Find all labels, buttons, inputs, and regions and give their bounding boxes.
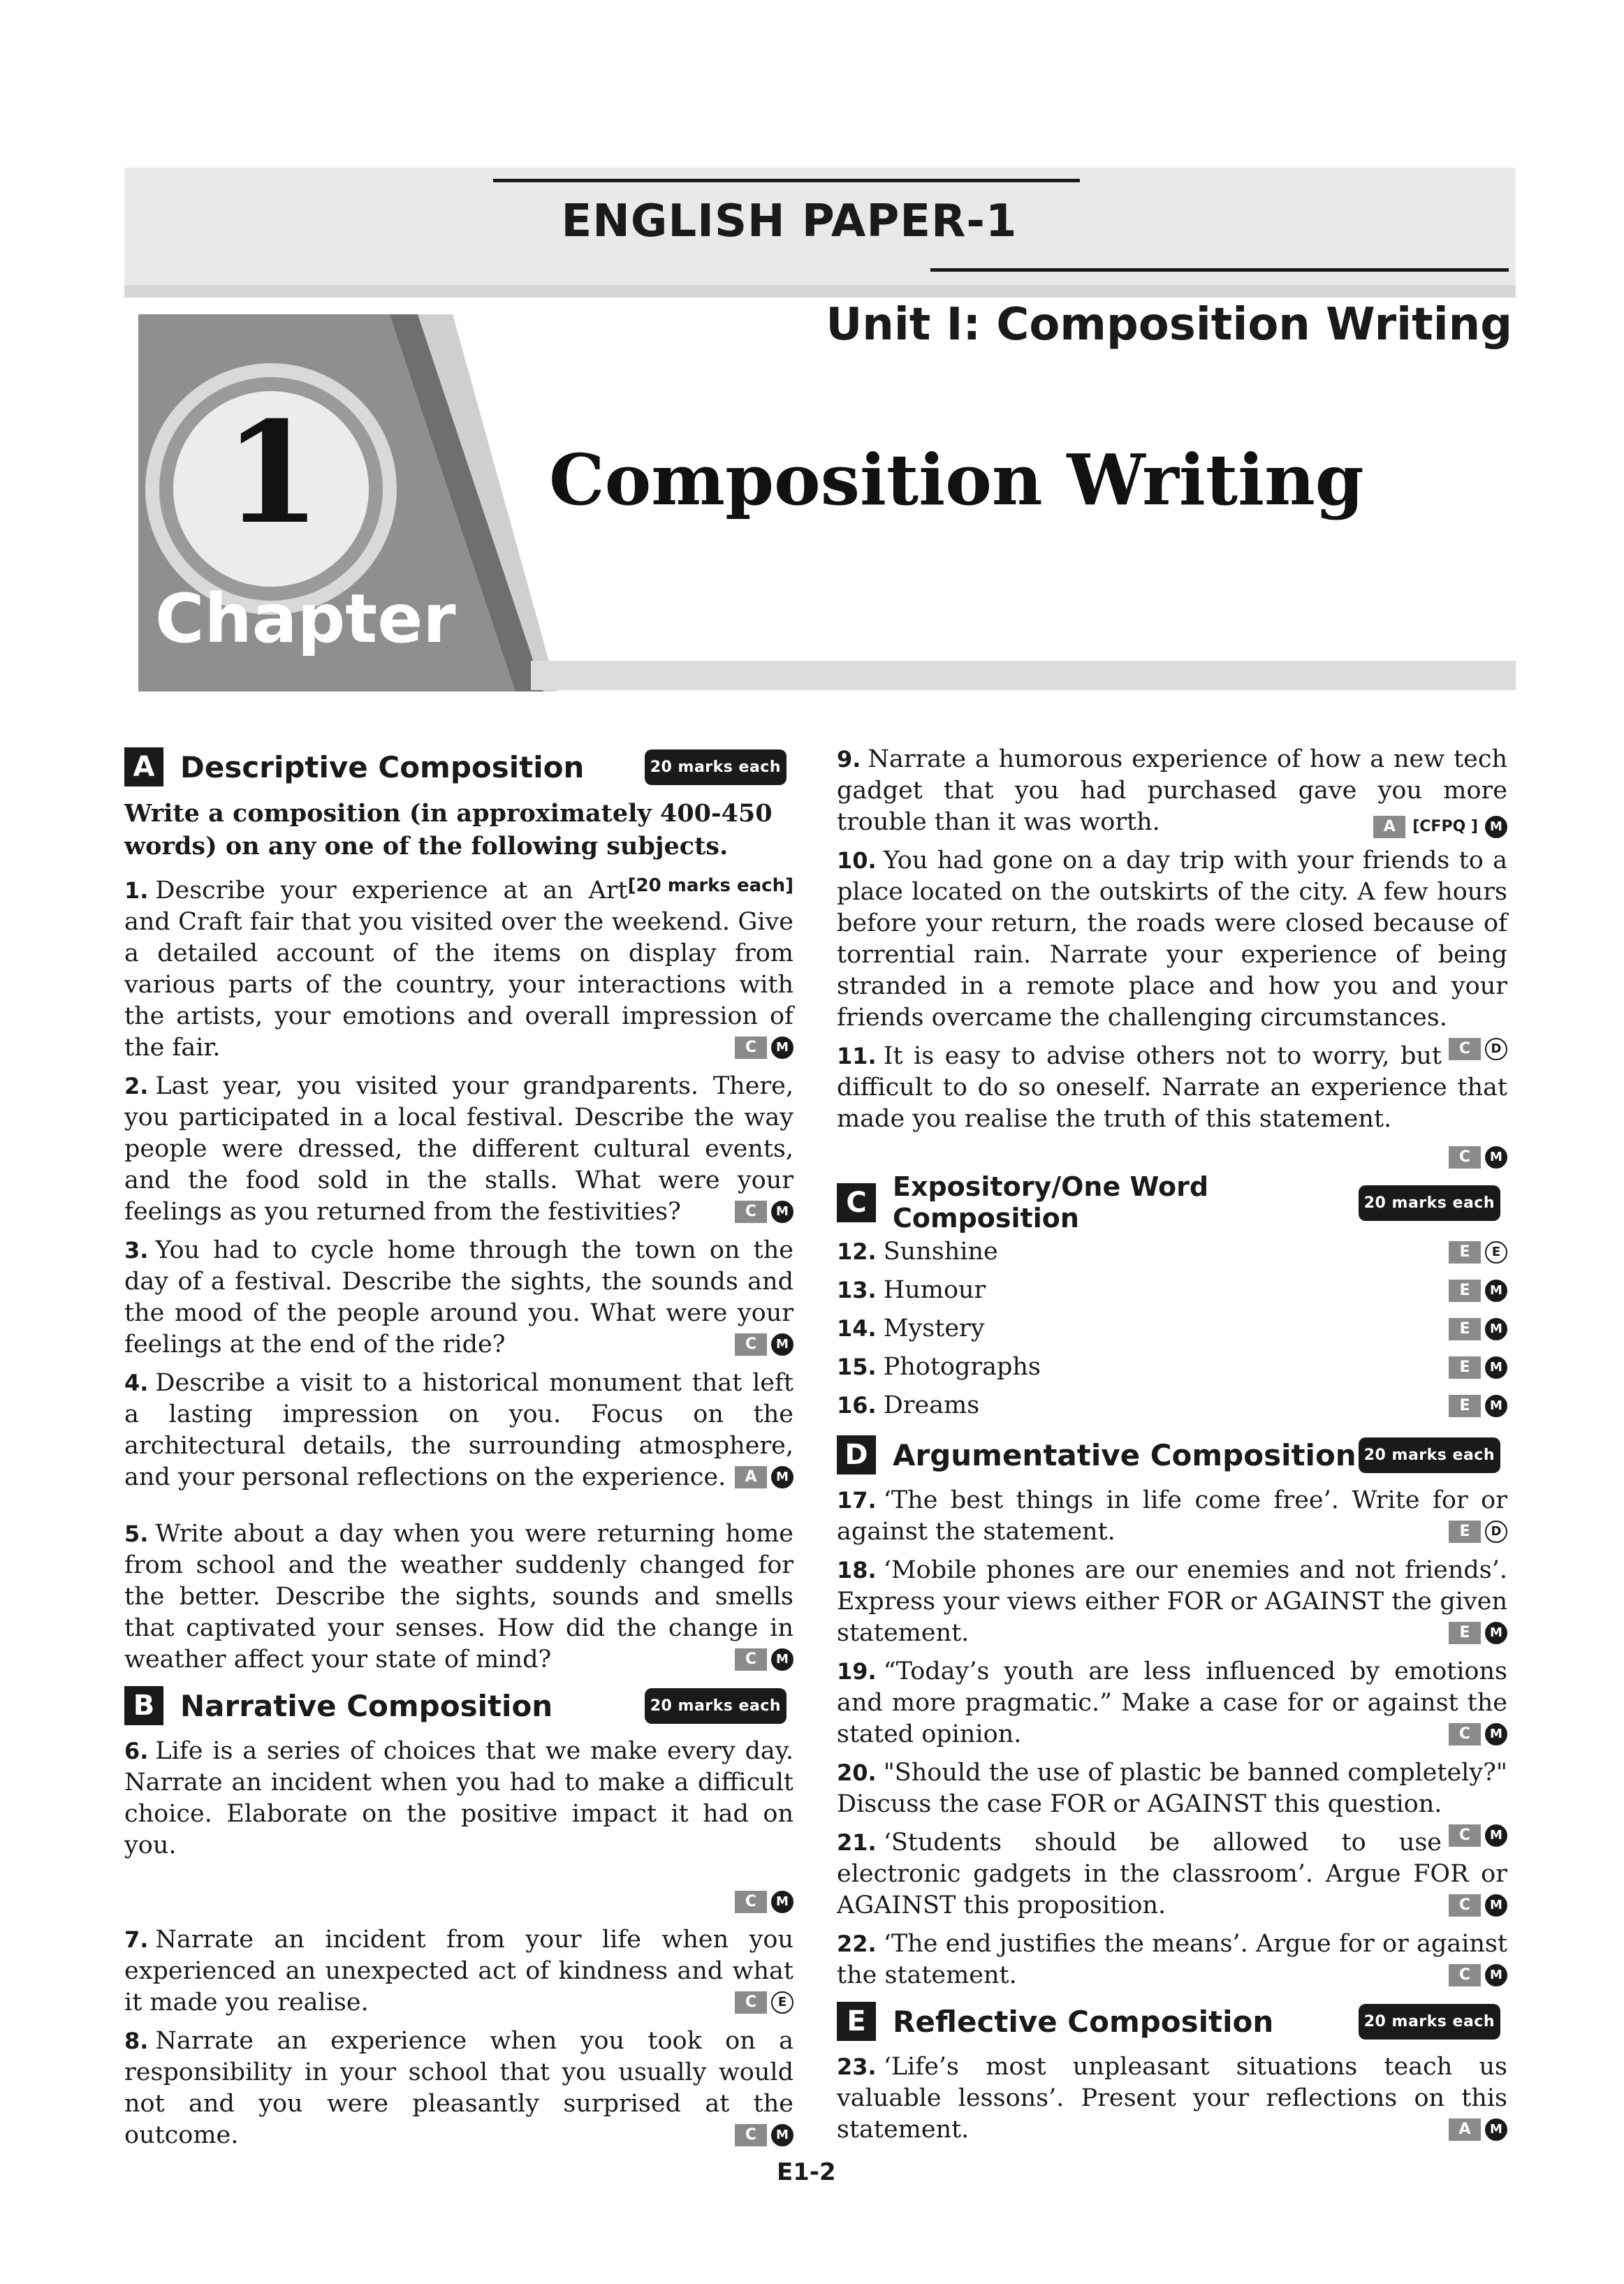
question-number: 7.: [124, 1926, 149, 1953]
question-tags: [1449, 1521, 1507, 1543]
header-band-shadow: [124, 285, 1516, 298]
question-item: [837, 1485, 1507, 1548]
section-instruction: [124, 797, 793, 896]
section-title: Descriptive Composition: [180, 749, 585, 784]
difficulty-tag: A: [1449, 2118, 1481, 2141]
difficulty-tag: E: [1449, 1280, 1481, 1302]
unit-title: Unit I: Composition Writing: [826, 299, 1512, 351]
question-tags: [735, 1466, 793, 1488]
question-item: [837, 1555, 1507, 1649]
question-number: 18.: [837, 1557, 877, 1583]
question-item: [124, 1518, 793, 1676]
section-letter: A: [124, 747, 163, 786]
difficulty-tag: C: [1449, 1146, 1481, 1169]
header-rule-bottom: [930, 268, 1509, 272]
difficulty-tag: C: [735, 1201, 767, 1223]
question-number: 3.: [124, 1237, 149, 1264]
type-tag: M: [1485, 1824, 1507, 1847]
question-number: 21.: [837, 1829, 877, 1856]
marks-badge: 20 marks each: [645, 1688, 787, 1724]
question-tags: [735, 1201, 793, 1223]
cfpq-tag: [CFPQ ]: [1412, 818, 1478, 835]
question-item: [837, 1386, 1507, 1425]
question-text: "Should the use of plastic be banned completely?" Discuss the case FOR or AGAINST this question.: [837, 1759, 1507, 1818]
question-item: [124, 875, 793, 1064]
question-item: [837, 1656, 1507, 1750]
difficulty-tag: C: [1449, 1894, 1481, 1917]
question-tags: [1449, 1395, 1507, 1417]
type-tag: E: [771, 1991, 793, 2014]
type-tag: M: [1485, 1395, 1507, 1417]
type-tag: M: [1485, 1280, 1507, 1302]
question-text: Narrate a humorous experience of how a new tech gadget that you had purchased gave you more trouble than it was worth.: [837, 745, 1507, 836]
difficulty-tag: E: [1449, 1521, 1481, 1543]
question-tags: [1373, 811, 1507, 842]
difficulty-tag: A: [1373, 816, 1405, 838]
right-column: [837, 744, 1507, 2153]
difficulty-tag: C: [735, 1037, 767, 1059]
difficulty-tag: E: [1449, 1318, 1481, 1340]
question-number: 10.: [837, 847, 877, 874]
question-tags: [735, 1891, 793, 1913]
type-tag: M: [771, 1891, 793, 1913]
difficulty-tag: C: [1449, 1038, 1481, 1060]
question-text: Mystery: [883, 1315, 985, 1342]
question-item: [124, 1235, 793, 1361]
difficulty-tag: E: [1449, 1622, 1481, 1644]
question-item: [837, 1928, 1507, 1991]
difficulty-tag: A: [735, 1466, 767, 1488]
question-number: 14.: [837, 1315, 877, 1342]
question-item: [124, 2026, 793, 2151]
type-tag: M: [1485, 1723, 1507, 1745]
question-number: 4.: [124, 1370, 149, 1396]
question-number: 11.: [837, 1043, 877, 1069]
question-tags: [1449, 1241, 1507, 1264]
question-tags: [735, 1648, 793, 1671]
section-letter: E: [837, 2002, 876, 2041]
question-text: Describe your experience at an Art and Craft fair that you visited over the weekend. Give a detailed account of the items on display from various parts of the country, your interactions with the artists, your emotions and overall impression of the fair.: [124, 877, 793, 1062]
question-item: [124, 1071, 793, 1228]
question-tags: [1449, 1824, 1507, 1847]
question-item: [837, 1041, 1507, 1135]
difficulty-tag: E: [1449, 1395, 1481, 1417]
question-item: [837, 2051, 1507, 2146]
question-number: 1.: [124, 877, 149, 904]
question-tags: [1449, 1964, 1507, 1986]
question-item: [837, 1271, 1507, 1310]
section-title: Narrative Composition: [180, 1688, 553, 1723]
question-text: It is easy to advise others not to worry, but difficult to do so oneself. Narrate an experience that made you realise the truth of this statement.: [837, 1042, 1507, 1133]
section-e-heading: [837, 1998, 1507, 2044]
question-number: 2.: [124, 1073, 149, 1099]
type-tag: M: [1485, 1318, 1507, 1340]
chapter-number: 1: [224, 391, 321, 555]
type-tag: M: [1485, 1622, 1507, 1644]
marks-badge: 20 marks each: [1359, 1437, 1500, 1473]
question-text: Write about a day when you were returning home from school and the weather suddenly changed for the better. Describe the sights, sounds and smells that captivated your senses. How did the change in weather affect your state of mind?: [124, 1520, 793, 1674]
type-tag: M: [771, 1037, 793, 1059]
question-number: 5.: [124, 1521, 149, 1547]
header-bottom-strip: [531, 661, 1516, 690]
instruction-text: Write a composition (in approximately 400-450 words) on any one of the following subjects.: [124, 799, 773, 861]
page-number: E1-2: [777, 2158, 836, 2186]
type-tag: D: [1485, 1521, 1507, 1543]
question-text: ‘Mobile phones are our enemies and not friends’. Express your views either FOR or AGAINST the given statement.: [837, 1556, 1507, 1647]
question-number: 16.: [837, 1392, 877, 1419]
type-tag: M: [1485, 1964, 1507, 1986]
question-number: 23.: [837, 2054, 877, 2080]
question-number: 20.: [837, 1759, 877, 1786]
question-tags: [1449, 1038, 1507, 1060]
question-tags: [1449, 1318, 1507, 1340]
question-number: 22.: [837, 1931, 877, 1957]
type-tag: M: [771, 1466, 793, 1488]
question-text: Life is a series of choices that we make every day. Narrate an incident when you had to make a difficult choice. Elaborate on the positive impact it had on you.: [124, 1737, 793, 1859]
type-tag: M: [1485, 1146, 1507, 1169]
question-item: [124, 1368, 793, 1493]
question-tags: [735, 2124, 793, 2146]
question-number: 9.: [837, 746, 861, 773]
difficulty-tag: C: [735, 1648, 767, 1671]
question-tags: [1449, 1894, 1507, 1917]
question-tags: [1449, 1622, 1507, 1644]
marks-badge: 20 marks each: [645, 749, 787, 785]
question-tags-row: [124, 1887, 793, 1917]
question-text: Sunshine: [883, 1238, 998, 1266]
question-text: Describe a visit to a historical monument that left a lasting impression on you. Focus on the architectural details, the surrounding atmosphere, and your personal reflections on the experience.: [124, 1369, 793, 1491]
marks-badge: 20 marks each: [1359, 2004, 1500, 2040]
difficulty-tag: C: [1449, 1723, 1481, 1745]
question-text: ‘The best things in life come free’. Write for or against the statement.: [837, 1486, 1507, 1546]
difficulty-tag: C: [735, 2124, 767, 2146]
question-number: 15.: [837, 1354, 877, 1380]
question-text: Narrate an experience when you took on a responsibility in your school that you usually would not and you were pleasantly surprised at the outcome.: [124, 2027, 793, 2149]
instruction-marks: [20 marks each]: [627, 875, 793, 896]
question-item: [124, 1924, 793, 2019]
question-tags-row: [837, 1142, 1507, 1173]
type-tag: M: [771, 1201, 793, 1223]
left-column: [124, 744, 793, 2158]
question-tags: [1449, 1146, 1507, 1169]
question-text: Last year, you visited your grandparents. There, you participated in a local festival. Describe the way people were dressed, the different cultural events, and the food sold in the stalls. What were your feelings as you returned from the festivities?: [124, 1072, 793, 1226]
type-tag: M: [771, 2124, 793, 2146]
section-letter: D: [837, 1435, 876, 1474]
type-tag: M: [771, 1648, 793, 1671]
question-tags: [1449, 1723, 1507, 1745]
question-item: [837, 744, 1507, 838]
header-rule-top: [493, 179, 1080, 182]
type-tag: D: [1485, 1038, 1507, 1060]
type-tag: E: [1485, 1241, 1507, 1264]
question-text: Photographs: [883, 1353, 1041, 1381]
section-title: Expository/One Word Composition: [893, 1171, 1209, 1233]
question-tags: [1449, 1280, 1507, 1302]
section-d-heading: [837, 1432, 1507, 1478]
question-tags: [735, 1333, 793, 1356]
difficulty-tag: C: [735, 1891, 767, 1913]
question-text: Narrate an incident from your life when you experienced an unexpected act of kindness and what it made you realise.: [124, 1926, 793, 2016]
question-text: ‘Students should be allowed to use electronic gadgets in the classroom’. Argue FOR or AGAINST this proposition.: [837, 1829, 1507, 1919]
question-item: [124, 1736, 793, 1861]
type-tag: M: [1485, 1356, 1507, 1379]
marks-badge: 20 marks each: [1359, 1185, 1500, 1221]
type-tag: M: [1485, 1894, 1507, 1917]
question-number: 13.: [837, 1277, 877, 1303]
question-item: [837, 1233, 1507, 1271]
question-tags: [1449, 2118, 1507, 2141]
type-tag: M: [771, 1333, 793, 1356]
chapter-title: Composition Writing: [549, 439, 1364, 521]
section-b-heading: [124, 1683, 793, 1729]
chapter-label: Chapter: [155, 580, 456, 658]
question-item: [837, 1310, 1507, 1348]
type-tag: M: [1485, 816, 1507, 838]
question-item: [837, 1827, 1507, 1921]
section-a-heading: [124, 744, 793, 790]
difficulty-tag: C: [735, 1333, 767, 1356]
difficulty-tag: C: [1449, 1964, 1481, 1986]
section-title: Argumentative Composition: [893, 1437, 1356, 1472]
question-tags: [735, 1991, 793, 2014]
question-tags: [735, 1037, 793, 1059]
section-title: Reflective Composition: [893, 2004, 1274, 2039]
question-item: [837, 1348, 1507, 1386]
question-text: Humour: [883, 1276, 986, 1304]
paper-title: ENGLISH PAPER-1: [561, 196, 1018, 247]
question-number: 17.: [837, 1487, 877, 1514]
difficulty-tag: C: [735, 1991, 767, 2014]
question-text: You had to cycle home through the town on the day of a festival. Describe the sights, the sounds and the mood of the people around you. What were your feelings at the end of the ride?: [124, 1236, 793, 1359]
difficulty-tag: E: [1449, 1356, 1481, 1379]
question-text: Dreams: [883, 1391, 980, 1419]
question-text: You had gone on a day trip with your friends to a place located on the outskirts of the city. A few hours before your return, the roads were closed because of torrential rain. Narrate your experience of being stranded in a remote place and how you and your friends overcame the challenging circumstances.: [837, 847, 1507, 1032]
question-tags: [1449, 1356, 1507, 1379]
section-letter: B: [124, 1686, 163, 1725]
question-text: ‘The end justifies the means’. Argue for or against the statement.: [837, 1930, 1507, 1989]
question-number: 19.: [837, 1658, 877, 1685]
difficulty-tag: E: [1449, 1241, 1481, 1264]
question-number: 6.: [124, 1738, 149, 1764]
question-text: ‘Life’s most unpleasant situations teach us valuable lessons’. Present your reflections on this statement.: [837, 2053, 1507, 2144]
type-tag: M: [1485, 2118, 1507, 2141]
question-number: 12.: [837, 1238, 877, 1265]
question-number: 8.: [124, 2028, 149, 2054]
section-letter: C: [837, 1183, 876, 1222]
difficulty-tag: C: [1449, 1824, 1481, 1847]
question-text: “Today’s youth are less influenced by emotions and more pragmatic.” Make a case for or against the stated opinion.: [837, 1657, 1507, 1748]
section-c-heading: [837, 1171, 1507, 1233]
